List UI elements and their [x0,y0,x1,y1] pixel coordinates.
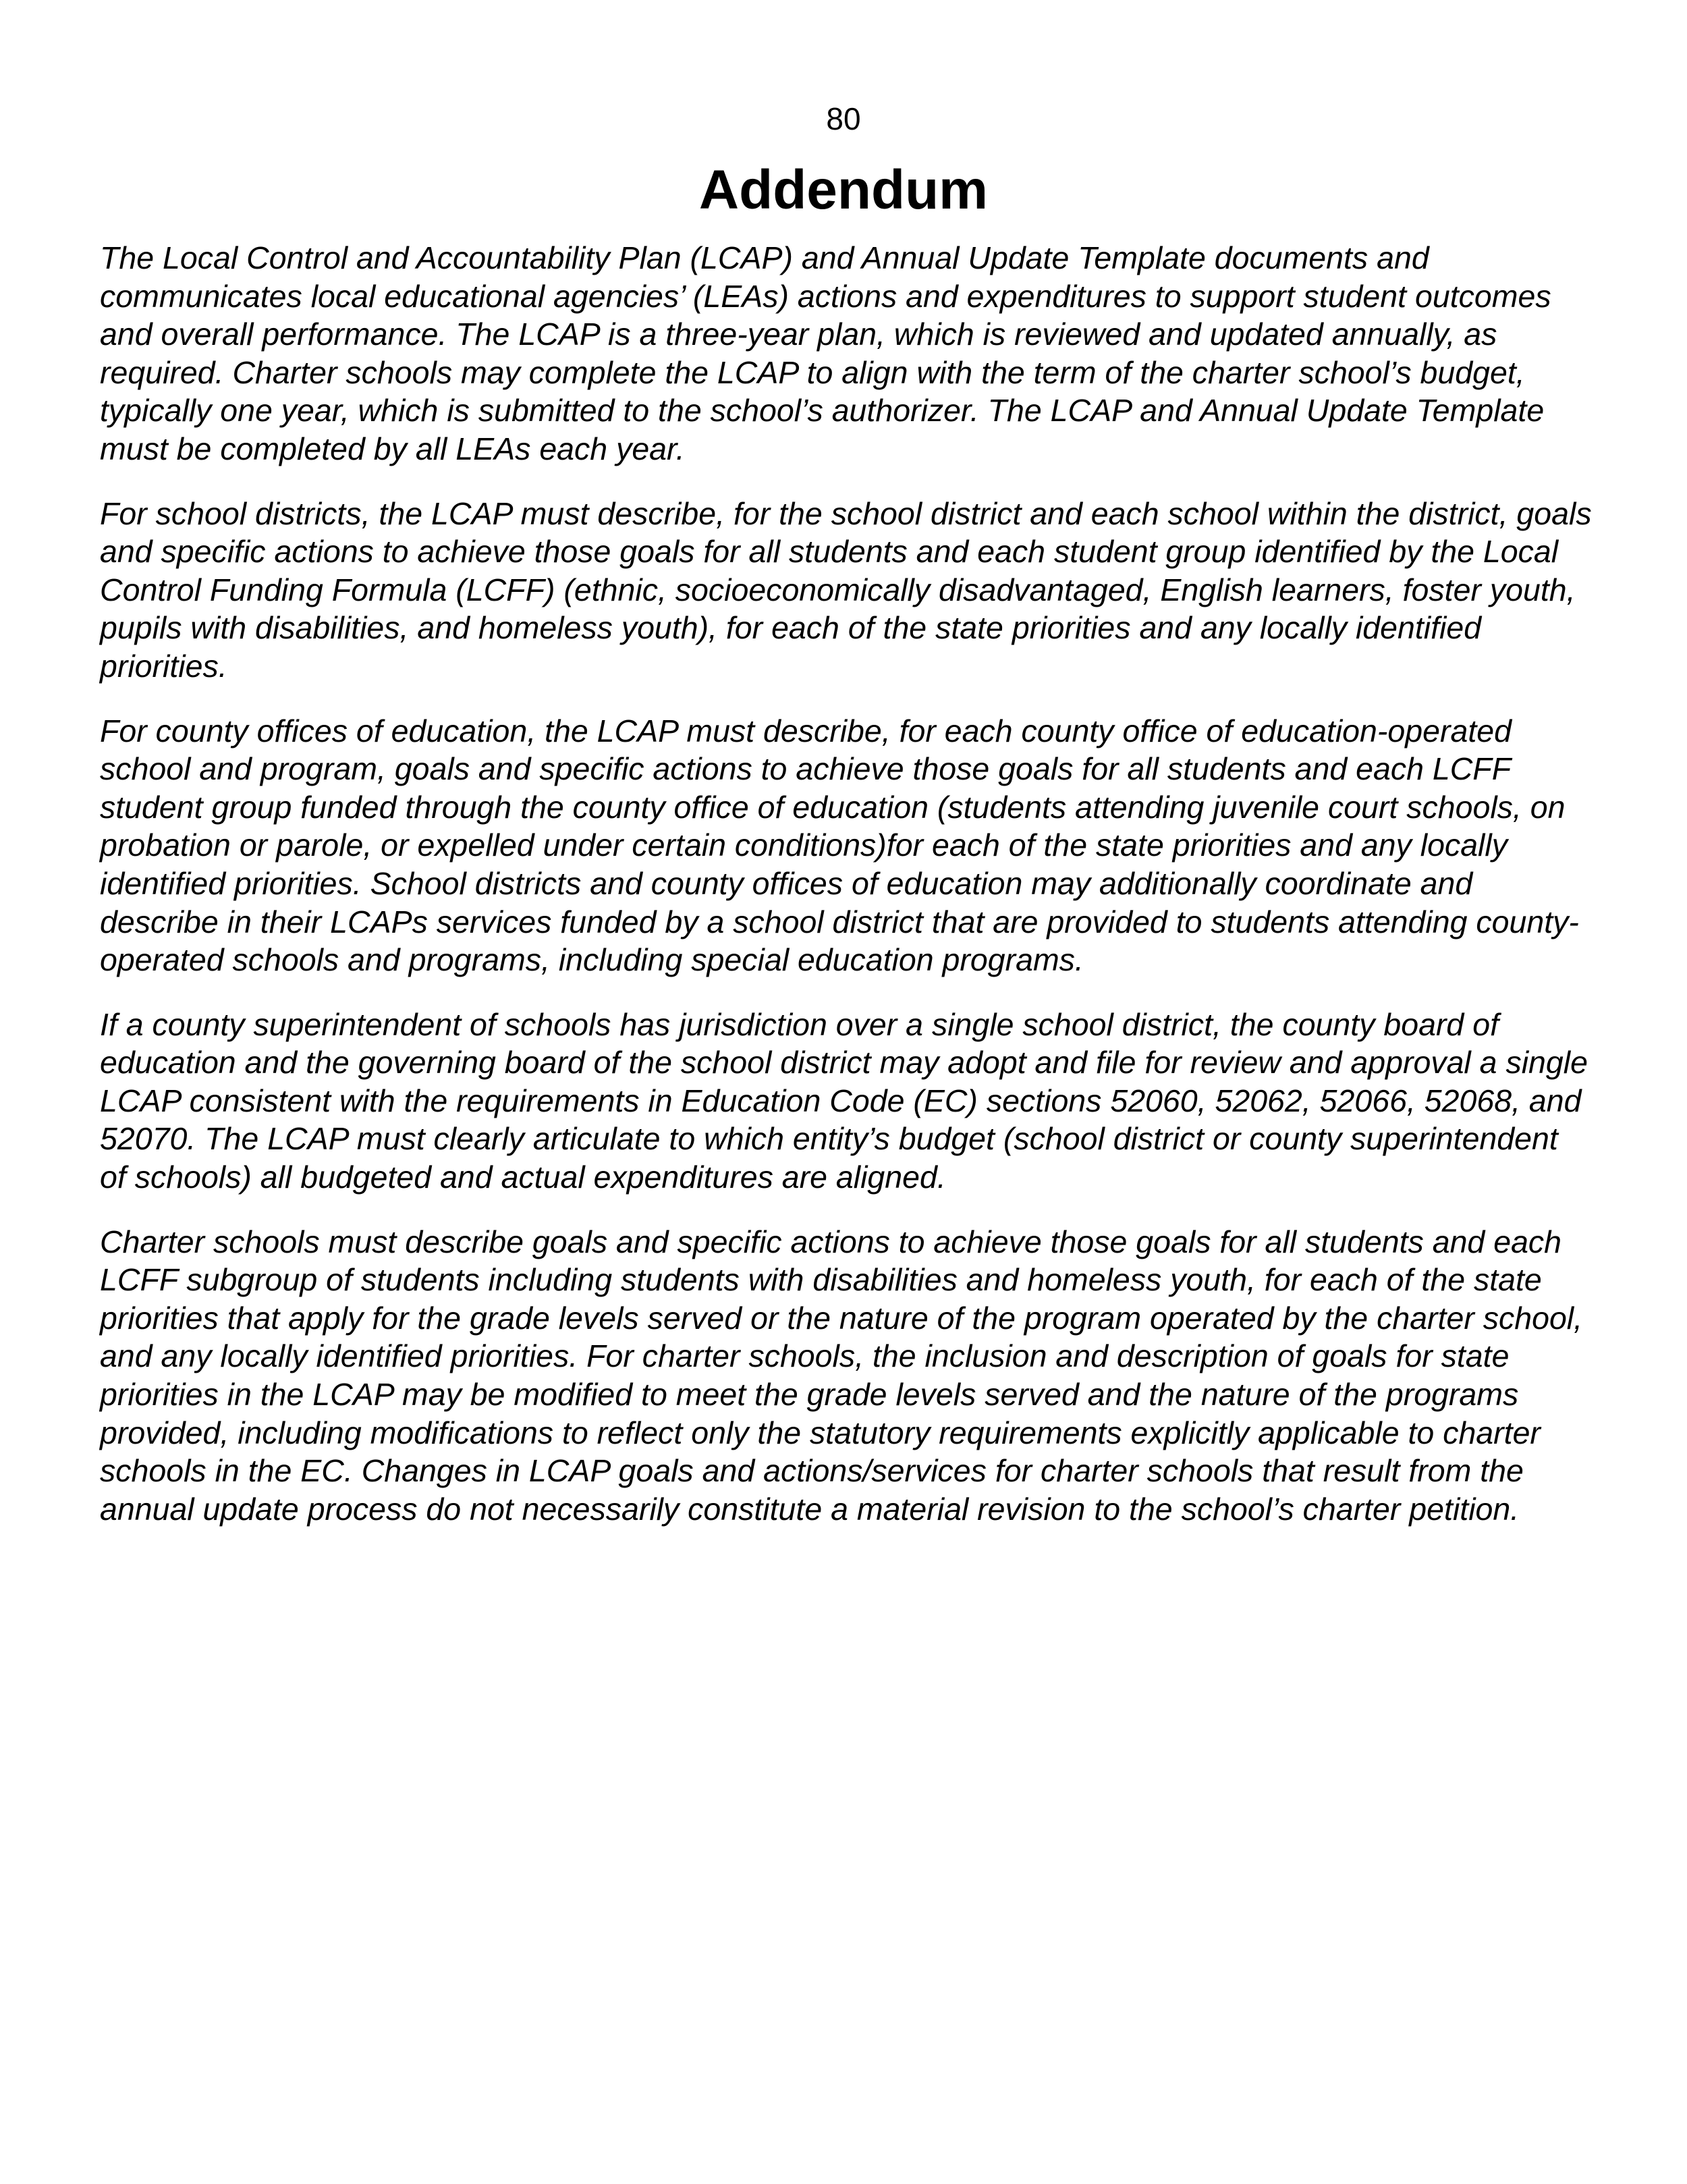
body-text [100,239,1593,1554]
page-title: Addendum [698,159,989,221]
paragraph-county-superintendent: If a county superintendent of schools has jurisdiction over a single school district, the county board of education and the governing board of the school district may adopt and file for review and approval a single LCAP consistent with the requirements in Education Code (EC) sections 52060, 52062, 52066, 52068, and 52070. The LCAP must clearly articulate to which entity’s budget (school district or county superintendent of schools) all budgeted and actual expenditures are aligned. [100,1006,1588,1195]
paragraph-school-districts: For school districts, the LCAP must describe, for the school district and each school within the district, goals and specific actions to achieve those goals for all students and each student group identified by the Local Control Funding Formula (LCFF) (ethnic, socioeconomically disadvantaged, English learners, foster youth, pupils with disabilities, and homeless youth), for each of the state priorities and any locally identified priorities. [100,495,1592,684]
paragraph-charter-schools: Charter schools must describe goals and specific actions to achieve those goals for all students and each LCFF subgroup of students including students with disabilities and homeless youth, for each of the state priorities that apply for the grade levels served or the nature of the program operated by the charter school, and any locally identified priorities. For charter schools, the inclusion and description of goals for state priorities in the LCAP may be modified to meet the grade levels served and the nature of the programs provided, including modifications to reflect only the statutory requirements explicitly applicable to charter schools in the EC. Changes in LCAP goals and actions/services for charter schools that result from the annual update process do not necessarily constitute a material revision to the school’s charter petition. [100,1224,1583,1527]
paragraph-county-offices: For county offices of education, the LCAP must describe, for each county office of education-operated school and program, goals and specific actions to achieve those goals for all students and each LCFF student group funded through the county office of education (students attending juvenile court schools, on probation or parole, or expelled under certain conditions)for each of the state priorities and any locally identified priorities. School districts and county offices of education may additionally coordinate and describe in their LCAPs services funded by a school district that are provided to students attending county-operated schools and programs, including special education programs. [100,713,1579,978]
paragraph-lcap-overview: The Local Control and Accountability Plan (LCAP) and Annual Update Template documents and communicates local educational agencies’ (LEAs) actions and expenditures to support student outcomes and overall performance. The LCAP is a three-year plan, which is reviewed and updated annually, as required. Charter schools may complete the LCAP to align with the term of the charter school’s budget, typically one year, which is submitted to the school’s authorizer. The LCAP and Annual Update Template must be completed by all LEAs each year. [100,240,1551,466]
page-number: 80 [826,101,861,136]
